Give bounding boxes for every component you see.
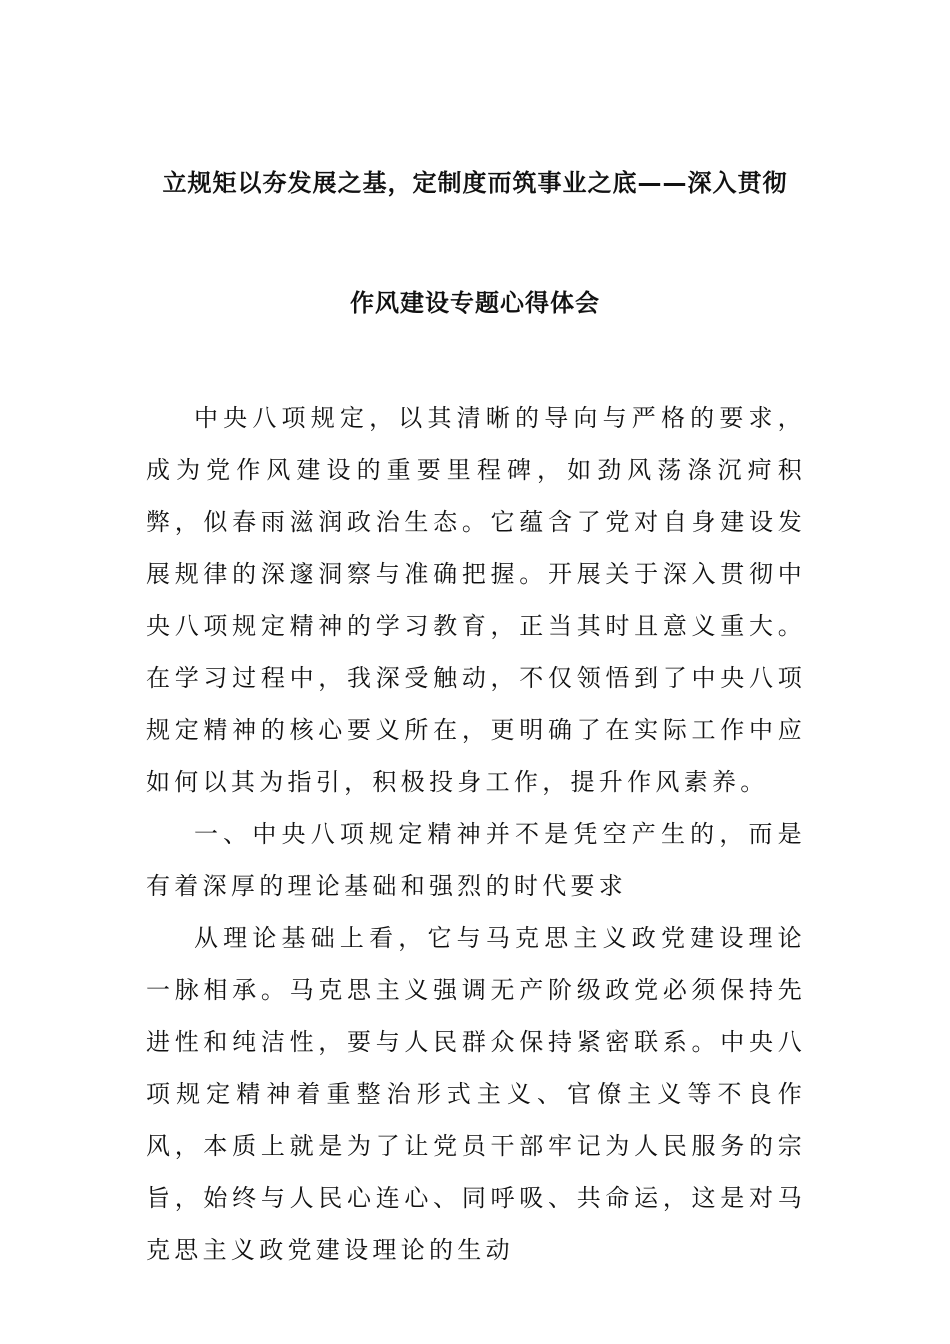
document-title-line-2: 作风建设专题心得体会 (350, 289, 600, 317)
paragraph-intro: 中央八项规定，以其清晰的导向与严格的要求，成为党作风建设的重要里程碑，如劲风荡涤沉疴积弊，似春雨滋润政治生态。它蕴含了党对自身建设发展规律的深邃洞察与准确把握。开展关于深入贯彻中央八项规定精神的学习教育，正当其时且意义重大。在学习过程中，我深受触动，不仅领悟到了中央八项规定精神的核心要义所在，更明确了在实际工作中应如何以其为指引，积极投身工作，提升作风素养。 (146, 404, 806, 796)
document-body (146, 392, 806, 1276)
document-title-line-1: 立规矩以夯发展之基，定制度而筑事业之底——深入贯彻 (162, 169, 788, 197)
paragraph-theory: 从理论基础上看，它与马克思主义政党建设理论一脉相承。马克思主义强调无产阶级政党必须保持先进性和纯洁性，要与人民群众保持紧密联系。中央八项规定精神着重整治形式主义、官僚主义等不良作风，本质上就是为了让党员干部牢记为人民服务的宗旨，始终与人民心连心、同呼吸、共命运，这是对马克思主义政党建设理论的生动 (146, 924, 806, 1264)
section-heading-1: 一、中央八项规定精神并不是凭空产生的，而是有着深厚的理论基础和强烈的时代要求 (146, 820, 806, 900)
